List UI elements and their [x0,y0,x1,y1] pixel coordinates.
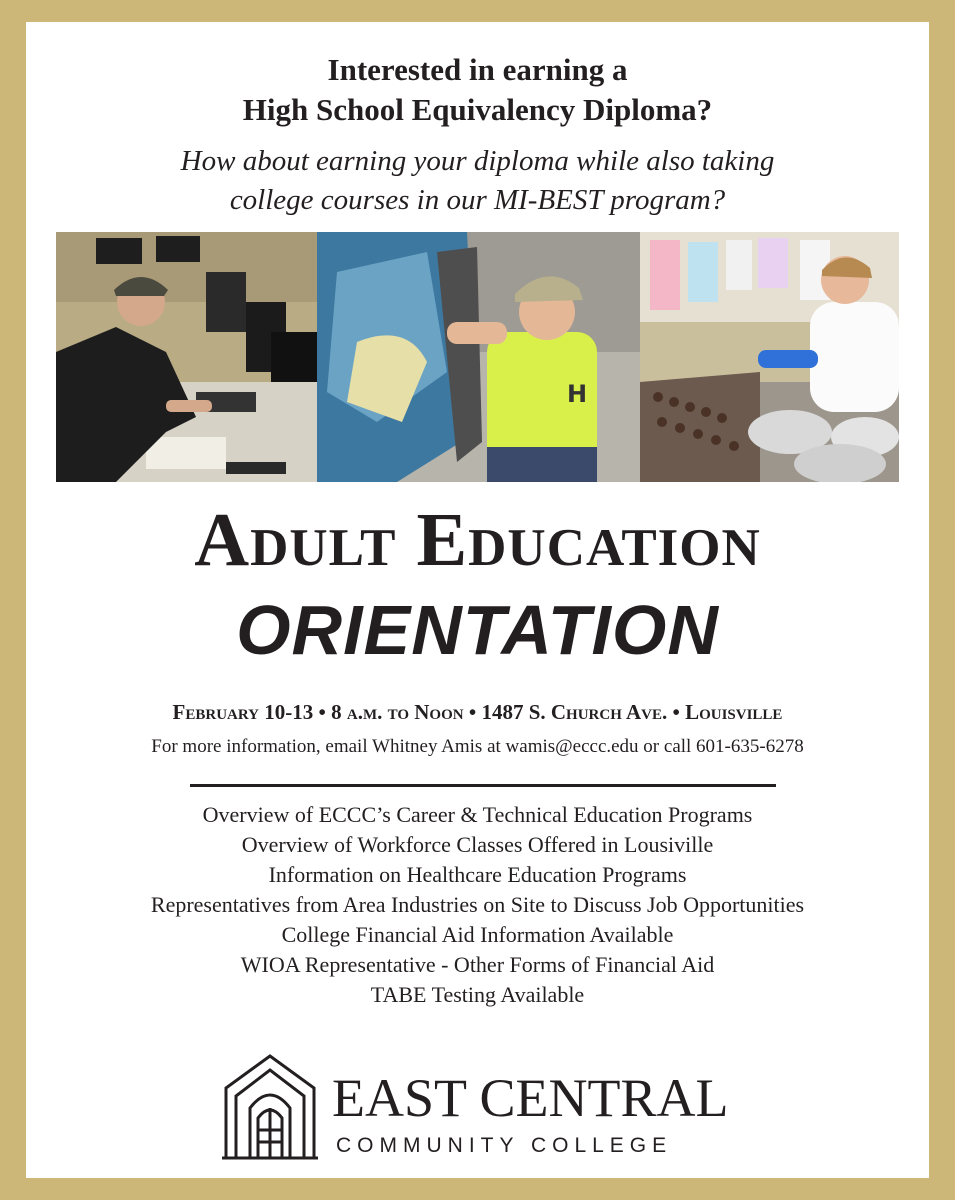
headline-line-2: High School Equivalency Diploma? [242,92,713,127]
list-item: Information on Healthcare Education Programs [268,862,687,887]
list-item: College Financial Aid Information Available [281,922,674,947]
auto-body-illustration [317,232,640,482]
event-details: February 10-13 • 8 a.m. to Noon • 1487 S. Church Ave. • Louisville [172,700,783,724]
college-logo [222,1048,742,1168]
contact-info: For more information, email Whitney Amis at wamis@eccc.edu or call 601-635-6278 [151,736,804,757]
list-item: Overview of Workforce Classes Offered in Lousiville [241,832,714,857]
photo-auto-body [317,232,640,482]
title-orientation: ORIENTATION [236,591,719,669]
subheadline [26,142,929,220]
photo-culinary [640,232,899,482]
culinary-illustration [640,232,899,482]
subheadline-line-1: How about earning your diploma while also taking [180,145,775,177]
photo-computer-lab [56,232,317,482]
list-item: WIOA Representative - Other Forms of Financial Aid [240,952,715,977]
list-item: Overview of ECCC’s Career & Technical Education Programs [202,802,753,827]
archway-icon [222,1052,318,1162]
logo-college-name: EAST CENTRAL [332,1068,729,1128]
svg-text:H: H [567,380,588,408]
title-adult-education: Adult Education [194,498,761,582]
list-item: Representatives from Area Industries on Site to Discuss Job Opportunities [150,892,805,917]
headline-line-1: Interested in earning a [327,52,628,87]
subheadline-line-2: college courses in our MI-BEST program? [229,184,726,216]
logo-college-subtitle: COMMUNITY COLLEGE [336,1134,673,1157]
features-list [26,800,929,1010]
divider [190,784,776,787]
list-item: TABE Testing Available [370,982,585,1007]
computer-lab-illustration [56,232,317,482]
flyer [26,22,929,1178]
headline [26,50,929,130]
photo-strip [56,232,899,482]
